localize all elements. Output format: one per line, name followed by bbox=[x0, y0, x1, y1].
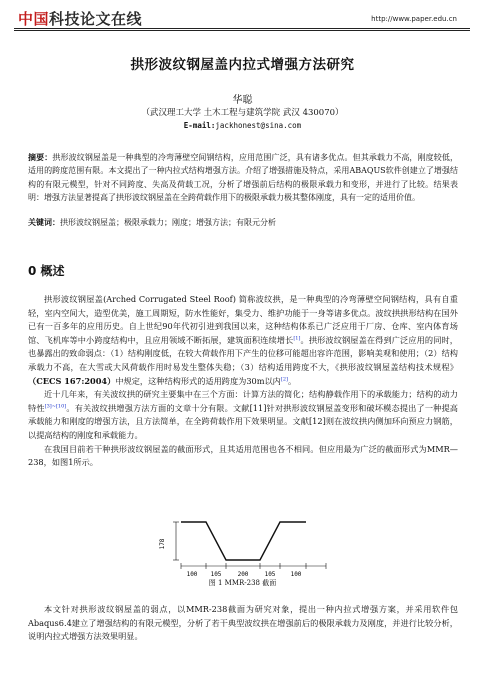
body-text-after-figure bbox=[28, 603, 458, 644]
section-heading: 0 概述 bbox=[28, 264, 65, 278]
citation-ref[interactable]: [2] bbox=[280, 375, 288, 382]
paragraph-2: 近十几年来，有关波纹拱的研究主要集中在三个方面：计算方法的简化；结构静载作用下的承载能力；结构的动力特性[3]~[10]。有关波纹拱增强方法方面的文章十分有限。文献[11]针对拱形波纹钢屋盖变形和破坏模态提出了一种提高承载能力和刚度的增强方法，且方法简单，在全跨荷载作用下效果明显。文献[12]则在波纹拱内侧加环向预应力钢筋，以提高结构的刚度和承载能力。 bbox=[28, 389, 458, 440]
paper-author: 华聪 bbox=[232, 95, 253, 106]
citation-ref[interactable]: [3]~[10] bbox=[44, 403, 67, 410]
header-rule bbox=[14, 28, 470, 29]
dim-label: 105 bbox=[264, 571, 276, 578]
section-profile-figure bbox=[148, 517, 348, 579]
header-rule-thin bbox=[14, 30, 470, 31]
paragraph-4: 本文针对拱形波纹钢屋盖的弱点，以MMR-238截面为研究对象，提出一种内拉式增强方案，并采用软件包Abaqus6.4建立了增强结构的有限元模型，分析了若干典型波纹拱在增强前后的极限承载力及刚度，并进行比较分析，说明内拉式增强方法效果明显。 bbox=[28, 604, 458, 642]
standard-code: （CECS 167:2004） bbox=[28, 375, 116, 386]
body-text bbox=[28, 293, 458, 470]
dim-label: 200 bbox=[237, 571, 249, 578]
logo-part-1: 中国 bbox=[18, 10, 50, 28]
keywords-label: 关键词： bbox=[28, 218, 60, 227]
profile-line bbox=[181, 522, 306, 560]
logo-part-2: 科技论文在线 bbox=[49, 10, 143, 28]
abstract-text: 拱形波纹钢屋盖是一种典型的冷弯薄壁空间钢结构，应用范围广泛，具有诸多优点。但其承载力不高，刚度较低，适用的跨度范围有限。本文提出了一种内拉式结构增强方法。介绍了增强措施及特点，采用ABAQUS软件创建立了增强结构的有限元模型，针对不同跨度、失高及荷载工况，分析了增强前后结构的极限承载力和变形，并进行了比较。结果表明：增强方法显著提高了拱形波纹钢屋盖在全跨荷载作用下的极限承载力极其整体刚度，具有一定的适用价值。 bbox=[28, 153, 459, 202]
paper-title: 拱形波纹钢屋盖内拉式增强方法研究 bbox=[130, 57, 355, 73]
email-label: E-mail: bbox=[183, 121, 216, 130]
height-label: 178 bbox=[159, 538, 166, 550]
email-value[interactable]: jackhonest@sina.com bbox=[215, 121, 302, 130]
dim-label: 100 bbox=[290, 571, 302, 578]
paper-affiliation: （武汉理工大学 土木工程与建筑学院 武汉 430070） bbox=[141, 108, 344, 118]
dim-label: 100 bbox=[186, 571, 198, 578]
abstract bbox=[28, 151, 458, 204]
keywords bbox=[28, 217, 458, 228]
paper-email bbox=[0, 121, 485, 130]
figure-caption: 图 1 MMR-238 截面 bbox=[208, 579, 277, 587]
dim-label: 105 bbox=[210, 571, 222, 578]
site-url[interactable]: http://www.paper.edu.cn bbox=[371, 15, 457, 23]
keywords-text: 拱形波纹钢屋盖；极限承载力；刚度；增强方法；有限元分析 bbox=[60, 218, 276, 227]
site-logo bbox=[18, 8, 142, 29]
abstract-label: 摘要： bbox=[28, 153, 53, 162]
paragraph-3: 在我国目前若干种拱形波纹钢屋盖的截面形式，且其适用范围也各不相同。但应用最为广泛的截面形式为MMR—238，如图1所示。 bbox=[28, 443, 458, 468]
paragraph-1: 拱形波纹钢屋盖(Arched Corrugated Steel Roof) 简称波纹拱，是一种典型的冷弯薄壁空间钢结构，具有自重轻，室内空间大，造型优美，施工周期短，防水性能好，集受力、维护功能于一身等诸多优点。波纹拱拱形结构在国外已有一百多年的应用历史。自上世纪90年代初引进到我国以来，这种结构体系已广泛应用于厂房、仓库、室内体育场馆、飞机库等中小跨度结构中，且应用领域不断拓展，建筑面积连续增长[1]。拱形波纹钢屋盖在得到广泛应用的同时，也暴露出的致命弱点：（1）结构刚度低，在较大荷载作用下产生的位移可能超出容许范围，影响美观和使用；（2）结构承载力不高，在大雪或大风荷载作用时易发生整体失稳；（3）结构适用跨度不大，《拱形波纹钢屋盖结构技术规程》（CECS 167:2004）中规定，这种结构形式的适用跨度为30m以内[2]。 bbox=[28, 294, 458, 386]
citation-ref[interactable]: [1] bbox=[293, 335, 301, 342]
